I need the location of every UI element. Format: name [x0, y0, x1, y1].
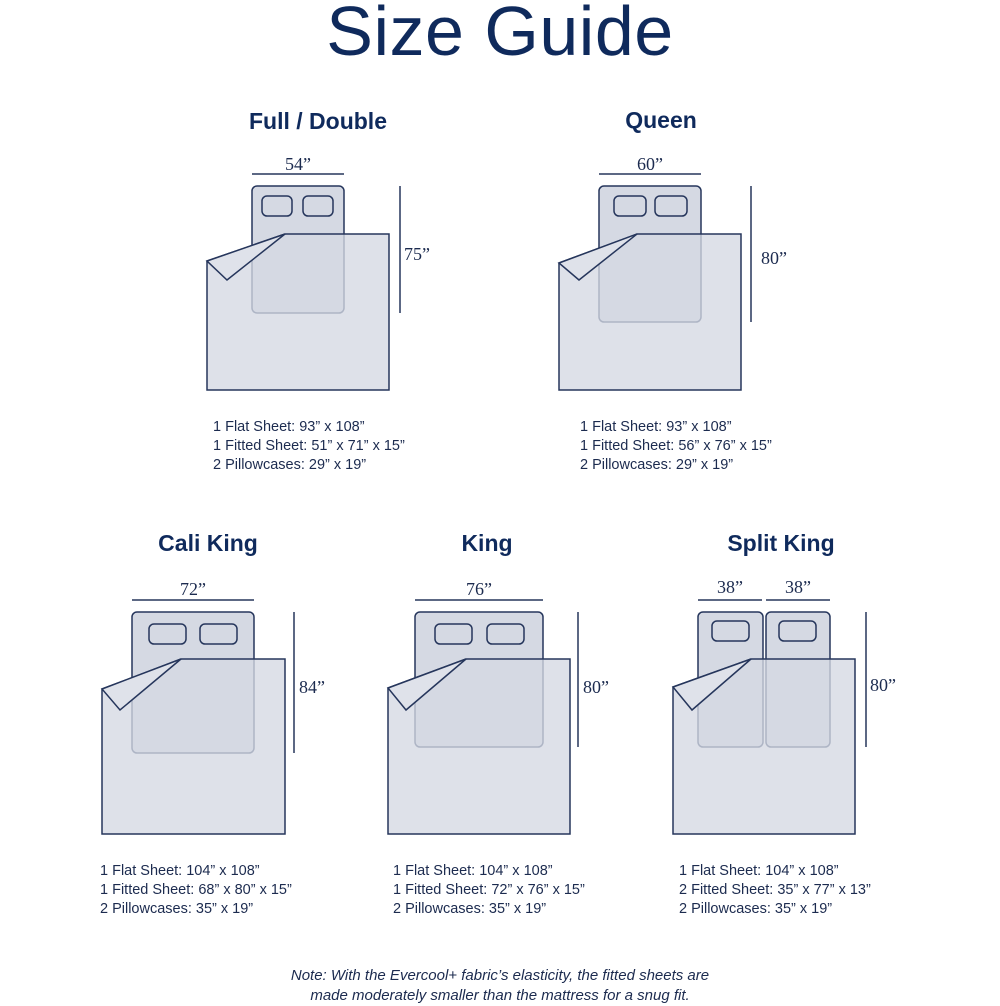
length-label-king: 80”: [583, 677, 609, 697]
width-label-king: 76”: [466, 579, 492, 599]
width-label-queen: 60”: [637, 154, 663, 174]
bed-title-full: Full / Double: [249, 108, 387, 134]
spec-line: 1 Fitted Sheet: 68” x 80” x 15”: [100, 882, 292, 898]
bed-diagram-split-king: [673, 600, 866, 834]
pillow: [435, 624, 472, 644]
width-label-split-king-left: 38”: [717, 577, 743, 597]
spec-line: 1 Fitted Sheet: 72” x 76” x 15”: [393, 882, 585, 898]
footnote: [0, 966, 1000, 1006]
footnote-line-1: Note: With the Evercool+ fabric’s elasticity, the fitted sheets are: [290, 967, 710, 984]
bed-title-queen: Queen: [625, 107, 697, 133]
spec-line: 2 Fitted Sheet: 35” x 77” x 13”: [679, 882, 871, 898]
page-title: Size Guide: [326, 0, 674, 70]
specs-king: [393, 862, 585, 919]
bed-diagram-king: [388, 600, 578, 834]
pillow: [712, 621, 749, 641]
length-label-cali-king: 84”: [299, 677, 325, 697]
bed-title-split-king: Split King: [727, 530, 835, 556]
length-label-full: 75”: [404, 244, 430, 264]
length-label-split-king: 80”: [870, 675, 896, 695]
footnote-line-2: made moderately smaller than the mattress for a snug fit.: [310, 987, 690, 1004]
spec-line: 1 Flat Sheet: 104” x 108”: [100, 863, 260, 879]
pillow: [303, 196, 333, 216]
length-label-queen: 80”: [761, 248, 787, 268]
width-label-cali-king: 72”: [180, 579, 206, 599]
spec-line: 1 Flat Sheet: 104” x 108”: [679, 863, 839, 879]
pillow: [655, 196, 687, 216]
pillow: [614, 196, 646, 216]
specs-queen: [580, 418, 772, 475]
spec-line: 1 Flat Sheet: 104” x 108”: [393, 863, 553, 879]
bed-diagram-full: [207, 174, 400, 390]
spec-line: 2 Pillowcases: 35” x 19”: [679, 901, 833, 917]
pillow: [779, 621, 816, 641]
pillow: [487, 624, 524, 644]
spec-line: 1 Fitted Sheet: 56” x 76” x 15”: [580, 438, 772, 454]
spec-line: 1 Flat Sheet: 93” x 108”: [213, 419, 365, 435]
bed-title-cali-king: Cali King: [158, 530, 258, 556]
specs-cali-king: [100, 862, 292, 919]
spec-line: 2 Pillowcases: 29” x 19”: [580, 457, 734, 473]
spec-line: 2 Pillowcases: 35” x 19”: [393, 901, 547, 917]
width-label-full: 54”: [285, 154, 311, 174]
bed-diagram-queen: [559, 174, 751, 390]
pillow: [200, 624, 237, 644]
width-label-split-king-right: 38”: [785, 577, 811, 597]
pillow: [262, 196, 292, 216]
specs-split-king: [679, 862, 871, 919]
pillow: [149, 624, 186, 644]
spec-line: 2 Pillowcases: 35” x 19”: [100, 901, 254, 917]
bed-diagram-cali-king: [102, 600, 294, 834]
spec-line: 1 Fitted Sheet: 51” x 71” x 15”: [213, 438, 405, 454]
spec-line: 2 Pillowcases: 29” x 19”: [213, 457, 367, 473]
spec-line: 1 Flat Sheet: 93” x 108”: [580, 419, 732, 435]
bed-title-king: King: [461, 530, 513, 556]
specs-full: [213, 418, 405, 475]
